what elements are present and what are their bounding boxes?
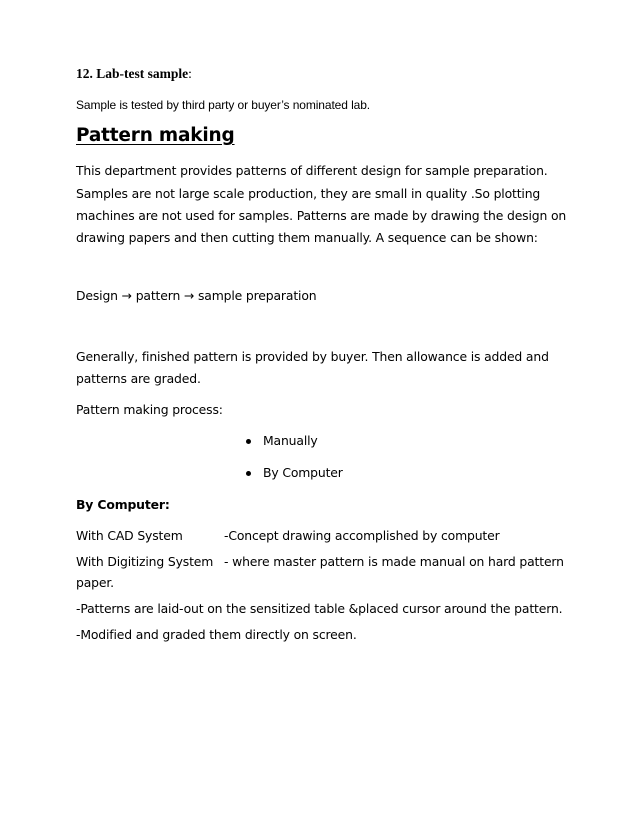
list-item: By Computer (263, 465, 343, 480)
section-12-title: Lab-test sample (96, 66, 189, 81)
section-12-description: Sample is tested by third party or buyer’s nominated lab. (76, 98, 371, 112)
section-12-heading (76, 66, 192, 82)
pattern-making-heading: Pattern making (76, 125, 235, 146)
by-computer-heading: By Computer: (76, 497, 170, 512)
graded-line: Generally, finished pattern is provided by buyer. Then allowance is added and (76, 349, 549, 364)
bullet-icon (246, 439, 251, 444)
sequence-line: Design → pattern → sample preparation (76, 288, 317, 303)
digitizing-description: - where master pattern is made manual on hard pattern (224, 554, 564, 569)
note-line: -Patterns are laid-out on the sensitized table &placed cursor around the pattern. (76, 601, 563, 616)
intro-line: This department provides patterns of different design for sample preparation. (76, 163, 548, 178)
section-12-colon: : (188, 66, 192, 81)
graded-line: patterns are graded. (76, 371, 201, 386)
list-item: Manually (263, 433, 318, 448)
intro-line: drawing papers and then cutting them manually. A sequence can be shown: (76, 230, 538, 245)
digitizing-continuation: paper. (76, 575, 114, 590)
digitizing-label: With Digitizing System (76, 554, 214, 569)
intro-line: machines are not used for samples. Patterns are made by drawing the design on (76, 208, 567, 223)
process-label: Pattern making process: (76, 402, 223, 417)
cad-label: With CAD System (76, 528, 183, 543)
intro-line: Samples are not large scale production, they are small in quality .So plotting (76, 186, 541, 201)
cad-description: -Concept drawing accomplished by computer (224, 528, 500, 543)
note-line: -Modified and graded them directly on screen. (76, 627, 357, 642)
bullet-icon (246, 471, 251, 476)
section-12-number: 12. (76, 66, 93, 81)
